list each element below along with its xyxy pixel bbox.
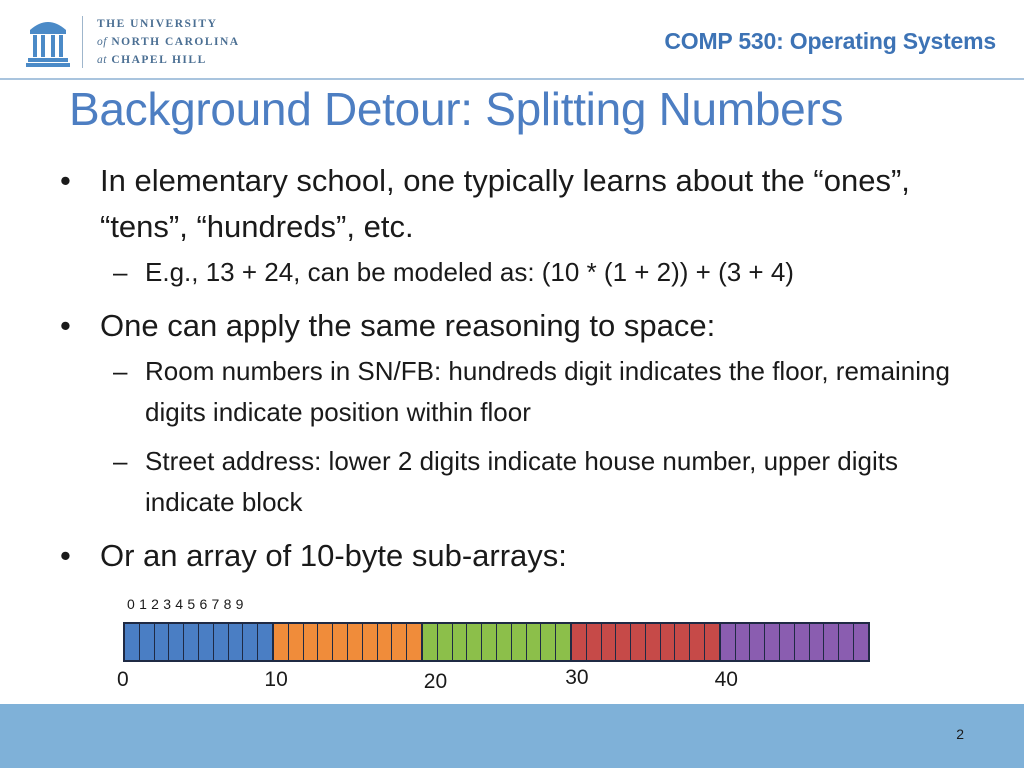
array-cell [765,624,780,660]
array-cell [140,624,155,660]
bullet-2-sub-2-text: Street address: lower 2 digits indicate house number, upper digits indicate block [145,446,898,517]
bullet-symbol: • [60,538,71,573]
array-cell [438,624,453,660]
bullet-3-text: Or an array of 10-byte sub-arrays: [100,538,567,573]
array-cell [423,624,438,660]
logo-divider [82,16,83,68]
bullet-2-sub-2 [60,441,960,523]
array-cell [125,624,140,660]
array-cell [824,624,839,660]
array-index-label: 0 [117,668,129,691]
array-cell [214,624,229,660]
array-cell [333,624,348,660]
array-cell [229,624,244,660]
array-cell [512,624,527,660]
array-index-label: 30 [565,666,589,689]
array-index-label: 40 [714,668,738,691]
array-cell [407,624,423,660]
university-logo [26,14,240,70]
array-index-label: 10 [264,668,288,691]
array-cell [616,624,631,660]
array-cell [736,624,751,660]
array-cell [497,624,512,660]
array-cell [839,624,854,660]
array-cell [602,624,617,660]
slide-title: Background Detour: Splitting Numbers [69,83,844,135]
byte-array [123,622,870,662]
slide-content [60,158,960,579]
university-line-1: THE UNIVERSITY [97,18,218,30]
array-cell [631,624,646,660]
array-cell [705,624,721,660]
array-cell [646,624,661,660]
array-cell [289,624,304,660]
array-cell [661,624,676,660]
array-cell [348,624,363,660]
array-cell [527,624,542,660]
course-title: COMP 530: Operating Systems [664,28,996,54]
array-cell [541,624,556,660]
array-cell [467,624,482,660]
bullet-2-sub-1-text: Room numbers in SN/FB: hundreds digit indicates the floor, remaining digits indicate position within floor [145,356,950,427]
array-cell [854,624,868,660]
bullet-symbol: • [60,163,71,198]
array-cell [243,624,258,660]
dash-symbol: – [113,446,128,476]
bullet-2 [60,303,960,349]
array-cell [690,624,705,660]
array-cell [721,624,736,660]
bullet-2-text: One can apply the same reasoning to space: [100,308,716,343]
array-cell [392,624,407,660]
array-cell [587,624,602,660]
bullet-1 [60,158,960,250]
digit-labels: 0 1 2 3 4 5 6 7 8 9 [127,596,244,612]
array-index-label: 20 [423,670,448,693]
array-cell [318,624,333,660]
old-well-icon [26,16,70,68]
bullet-1-text: In elementary school, one typically learns about the “ones”, “tens”, “hundreds”, etc. [100,163,910,244]
university-line-2: of NORTH CAROLINA [97,36,240,48]
university-name [97,15,240,69]
array-cell [482,624,497,660]
footer-bar [0,704,1024,768]
array-cell [274,624,289,660]
array-cell [378,624,393,660]
array-cell [363,624,378,660]
array-cell [750,624,765,660]
bullet-2-sub-1 [60,351,960,433]
array-cell [810,624,825,660]
page-number: 2 [956,726,964,742]
array-cell [795,624,810,660]
university-line-3: at CHAPEL HILL [97,54,207,66]
bullet-1-sub-1 [60,252,960,293]
header-divider [0,78,1024,80]
array-cell [304,624,319,660]
array-cell [258,624,274,660]
array-cell [453,624,468,660]
bullet-symbol: • [60,308,71,343]
dash-symbol: – [113,257,128,287]
dash-symbol: – [113,356,128,386]
bullet-3 [60,533,960,579]
array-cell [572,624,587,660]
array-cell [675,624,690,660]
array-cell [184,624,199,660]
bullet-1-sub-1-text: E.g., 13 + 24, can be modeled as: (10 * (1 + 2)) + (3 + 4) [145,257,794,287]
array-cell [556,624,572,660]
array-cell [780,624,795,660]
array-cell [169,624,184,660]
array-cell [199,624,214,660]
array-cell [155,624,170,660]
